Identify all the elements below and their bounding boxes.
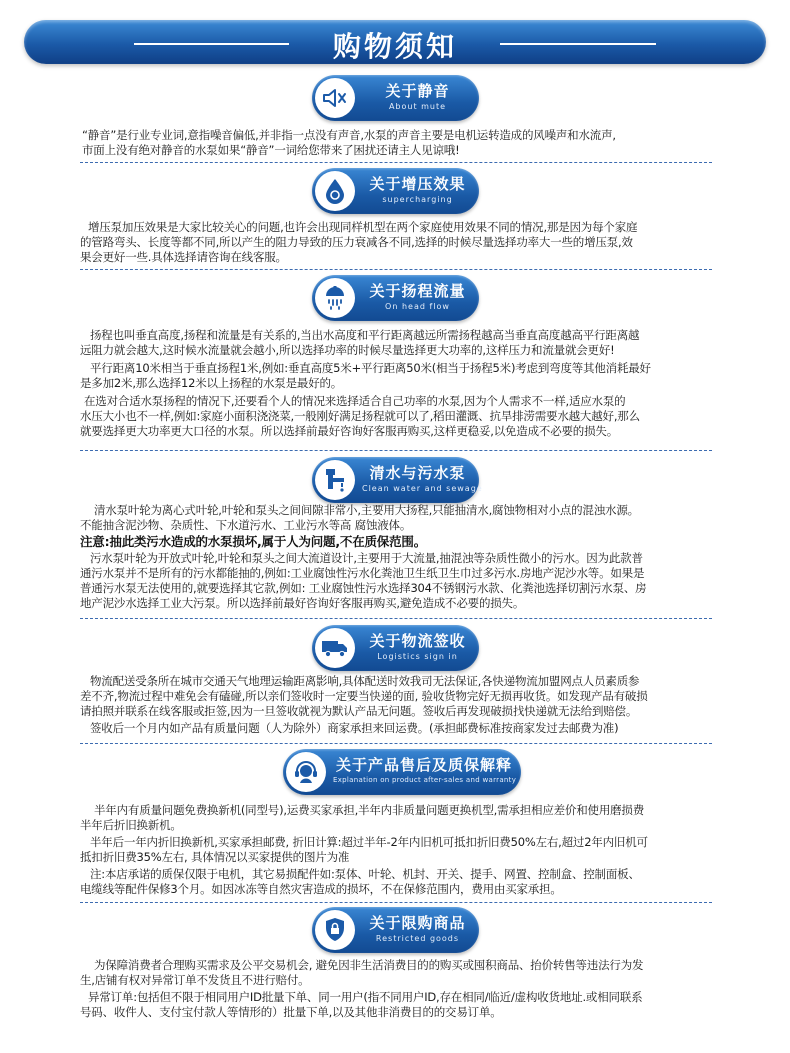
text-line: 物流配送受条所在城市交通天气地理运输距离影响,具体配送时效我司无法保证,各快递物流加盟网点人员素质参 (90, 674, 640, 688)
section-header-head-flow (312, 275, 479, 321)
text-line: 号码、收件人、支付宝付款人等情形的）批量下单,以及其他非消费目的的交易订单。 (80, 1005, 502, 1019)
sewage-paragraph-2 (80, 551, 725, 611)
text-line: 水压大小也不一样,例如:家庭小面积浇浇菜,一般刚好满足扬程就可以了,稻田灌溉、抗旱排涝需要水越大越好,那么 (80, 409, 640, 423)
section-title: 关于物流签收 (369, 632, 466, 650)
restricted-paragraph (80, 958, 725, 1020)
section-header-sewage (312, 457, 483, 503)
section-header-after-sales (283, 749, 521, 795)
text-line: 的管路弯头、长度等都不同,所以产生的阻力导致的压力衰减各不同,选择的时候尽量选择功率大一些的增压泵,效 (80, 235, 633, 249)
section-subtitle: Restricted goods (375, 934, 460, 943)
section-title: 清水与污水泵 (369, 464, 466, 482)
text-line: 签收后一个月内如产品有质量问题（人为除外）商家承担来回运费。(承担邮费标准按商家发过去邮费为准) (90, 721, 619, 735)
text-line: 普通污水泵无法使用的,就要选择其它款,例如: 工业腐蚀性污水选择304不锈钢污水款、化粪池选择切割污水泵、房 (80, 581, 647, 595)
text-line: 扬程也叫垂直高度,扬程和流量是有关系的,当出水高度和平行距离越远所需扬程越高当垂直高度越高平行距离越 (90, 328, 640, 342)
text-line: 半年后折旧换新机。 (80, 818, 182, 832)
text-line: 市面上没有绝对静音的水泵如果“静音”一词给您带来了困扰还请主人见谅哦! (82, 143, 460, 157)
section-divider (80, 902, 712, 903)
text-line: 不能抽含泥沙物、杂质性、下水道污水、工业污水等高 腐蚀液体。 (80, 518, 412, 532)
section-title: 关于增压效果 (369, 175, 466, 193)
text-line: 远阻力就会越大,这时候水流量就会越小,所以选择功率的时候尽量选择更大功率的,这样压力和流量就会更好! (80, 343, 615, 357)
text-line: 污水泵叶轮为开放式叶轮,叶轮和泵头之间大流道设计,主要用于大流量,抽混浊等杂质性微小的污水。因为此款普 (90, 551, 643, 565)
section-subtitle: Explanation on product after-sales and warranty (333, 776, 517, 784)
logistics-paragraph (80, 674, 725, 736)
water-tap-icon (315, 460, 355, 500)
mute-paragraph (82, 128, 722, 158)
after-sales-paragraph (80, 803, 725, 897)
section-divider (80, 743, 712, 744)
section-divider (80, 269, 712, 270)
text-line: 通污水泵并不是所有的污水都能抽的,例如:工业腐蚀性污水化粪池卫生纸卫生巾过多污水.房地产泥沙水等。如果是 (80, 566, 645, 580)
text-line: 果会更好一些.具体选择请咨询在线客服。 (80, 250, 287, 264)
text-line: 差不齐,物流过程中难免会有磕碰,所以亲们签收时一定要当快递的面, 验收货物完好无损再收货。如发现产品有破损 (80, 689, 648, 703)
section-header-pressure (312, 168, 479, 214)
text-line: 抵扣折旧费35%左右, 具体情况以买家提供的图片为准 (80, 850, 350, 864)
text-line: 清水泵叶轮为离心式叶轮,叶轮和泵头之间间隙非常小,主要用大扬程,只能抽清水,腐蚀物相对小点的混浊水源。 (94, 503, 639, 517)
shower-icon (315, 278, 355, 318)
section-subtitle: Logistics sign in (377, 652, 458, 661)
speaker-mute-icon (315, 78, 355, 118)
section-title: 关于扬程流量 (369, 282, 466, 300)
text-line: 生,店铺有权对异常订单不发货且不进行赔付。 (80, 973, 310, 987)
text-line: 异常订单:包括但不限于相同用户ID批量下单、同一用户(指不同用户ID,存在相同/临近/虚构收货地址.或相同联系 (88, 990, 643, 1004)
text-line: 半年后一年内折旧换新机,买家承担邮费, 折旧计算:超过半年-2年内旧机可抵扣折旧费50%左右,超过2年内旧机可 (90, 835, 648, 849)
text-line: 地产泥沙水选择工业大污泵。所以选择前最好咨询好客服再购买,避免造成不必要的损失。 (80, 596, 525, 610)
text-line: 增压泵加压效果是大家比较关心的问题,也许会出现同样机型在两个家庭使用效果不同的情况,那是因为每个家庭 (88, 220, 638, 234)
water-drop-icon (315, 171, 355, 211)
section-subtitle: On head flow (385, 302, 450, 311)
section-title: 关于产品售后及质保解释 (335, 756, 512, 774)
section-subtitle: supercharging (382, 195, 453, 204)
page-title: 购物须知 (332, 30, 457, 63)
headset-service-icon (286, 752, 326, 792)
text-line: 请拍照并联系在线客服或拒签,因为一旦签收就视为默认产品无问题。签收后再发现破损找快递就无法给到赔偿。 (80, 704, 638, 718)
section-title: 关于限购商品 (369, 914, 466, 932)
text-line: 电缆线等配件保修3个月。如因冰冻等自然灾害造成的损坏，不在保修范围内，费用由买家承担。 (80, 882, 562, 896)
pressure-paragraph (80, 220, 725, 265)
text-line: “静音”是行业专业词,意指噪音偏低,并非指一点没有声音,水泵的声音主要是电机运转造成的风噪声和水流声, (82, 128, 616, 142)
text-line: 注:本店承诺的质保仅限于电机，其它易损配件如:泵体、叶轮、机封、开关、提手、网置、控制盒、控制面板、 (90, 867, 640, 881)
text-line: 平行距离10米相当于垂直扬程1米,例如:垂直高度5米+平行距离50米(相当于扬程5米)考虑到弯度等其他消耗最好 (90, 361, 651, 375)
shield-lock-icon (315, 910, 355, 950)
page-header-banner (24, 20, 766, 64)
section-header-restricted (312, 907, 479, 953)
sewage-paragraph (80, 503, 725, 533)
section-header-mute (312, 75, 479, 121)
section-divider (80, 162, 712, 163)
section-subtitle: About mute (388, 102, 447, 111)
text-line: 就要选择更大功率更大口径的水泵。所以选择前最好咨询好客服再购买,这样更稳妥,以免造成不必要的损失。 (80, 424, 619, 438)
section-header-logistics (312, 625, 479, 671)
section-title: 关于静音 (385, 82, 450, 100)
section-subtitle: Clean water and sewage (362, 484, 483, 493)
head-flow-paragraph (80, 328, 725, 439)
text-line: 半年内有质量问题免费换新机(同型号),运费买家承担,半年内非质量问题更换机型,需承担相应差价和使用磨损费 (94, 803, 645, 817)
section-divider (80, 618, 712, 619)
delivery-truck-icon (315, 628, 355, 668)
text-line: 是多加2米,那么选择12米以上扬程的水泵是最好的。 (80, 376, 343, 390)
text-line: 在选对合适水泵扬程的情况下,还要看个人的情况来选择适合自己功率的水泵,因为个人需求不一样,适应水泵的 (84, 394, 626, 408)
section-divider (80, 450, 712, 451)
sewage-warning-note: 注意:抽此类污水造成的水泵损坏,属于人为问题,不在质保范围。 (80, 534, 426, 549)
text-line: 为保障消费者合理购买需求及公平交易机会, 避免因非生活消费目的的购买或囤积商品、抬价转售等违法行为发 (94, 958, 644, 972)
